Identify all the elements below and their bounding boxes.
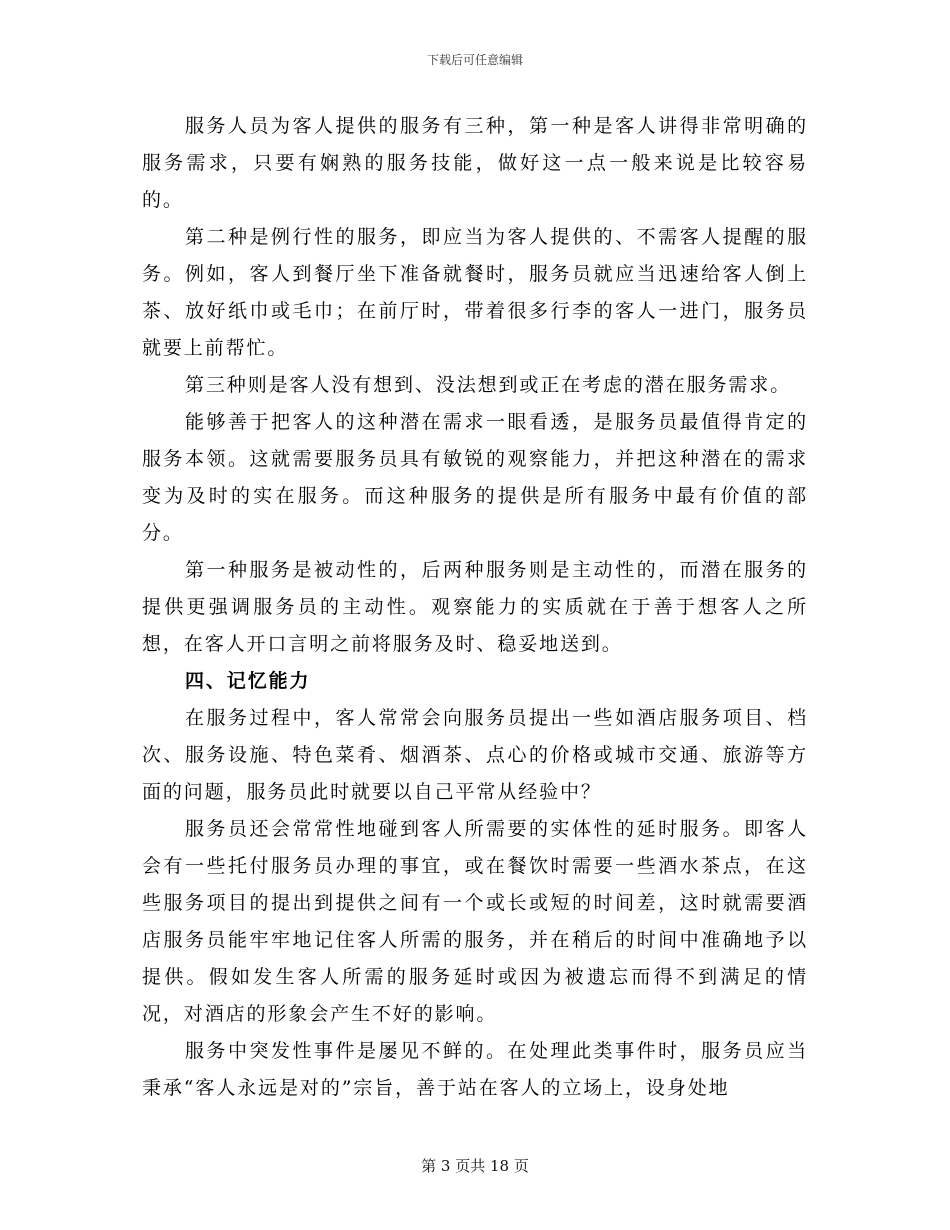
section-heading: 四、记忆能力 (185, 670, 311, 692)
paragraph-1: 服务人员为客人提供的服务有三种，第一种是客人讲得非常明确的服务需求，只要有娴熟的服务技能，做好这一点一般来说是比较容易的。 (142, 115, 808, 211)
page-footer: 第 3 页共 18 页 (421, 1157, 529, 1175)
paragraph-8: 服务中突发性事件是屡见不鲜的。在处理此类事件时，服务员应当秉承“客人永远是对的”宗旨，善于站在客人的立场上，设身处地 (142, 1040, 808, 1099)
paragraph-3: 第三种则是客人没有想到、没法想到或正在考虑的潜在服务需求。 (185, 374, 792, 396)
page-header: 下载后可任意编辑 (426, 53, 523, 67)
paragraph-7: 服务员还会常常性地碰到客人所需要的实体性的延时服务。即客人会有一些托付服务员办理的事宜，或在餐饮时需要一些酒水茶点，在这些服务项目的提出到提供之间有一个或长或短的时间差，这时就需要酒店服务员能牢牢地记住客人所需的服务，并在稍后的时间中准确地予以提供。假如发生客人所需的服务延时或因为被遗忘而得不到满足的情况，对酒店的形象会产生不好的影响。 (142, 818, 808, 1025)
paragraph-5: 第一种服务是被动性的，后两种服务则是主动性的，而潜在服务的提供更强调服务员的主动性。观察能力的实质就在于善于想客人之所想，在客人开口言明之前将服务及时、稳妥地送到。 (142, 559, 808, 655)
paragraph-6: 在服务过程中，客人常常会向服务员提出一些如酒店服务项目、档次、服务设施、特色菜肴、烟酒茶、点心的价格或城市交通、旅游等方面的问题，服务员此时就要以自己平常从经验中？ (142, 707, 808, 803)
document-body (142, 108, 808, 1107)
paragraph-2: 第二种是例行性的服务，即应当为客人提供的、不需客人提醒的服务。例如，客人到餐厅坐下准备就餐时，服务员就应当迅速给客人倒上茶、放好纸巾或毛巾；在前厅时，带着很多行李的客人一进门，服务员就要上前帮忙。 (142, 226, 808, 359)
paragraph-4: 能够善于把客人的这种潜在需求一眼看透，是服务员最值得肯定的服务本领。这就需要服务员具有敏锐的观察能力，并把这种潜在的需求变为及时的实在服务。而这种服务的提供是所有服务中最有价值的部分。 (142, 411, 808, 544)
